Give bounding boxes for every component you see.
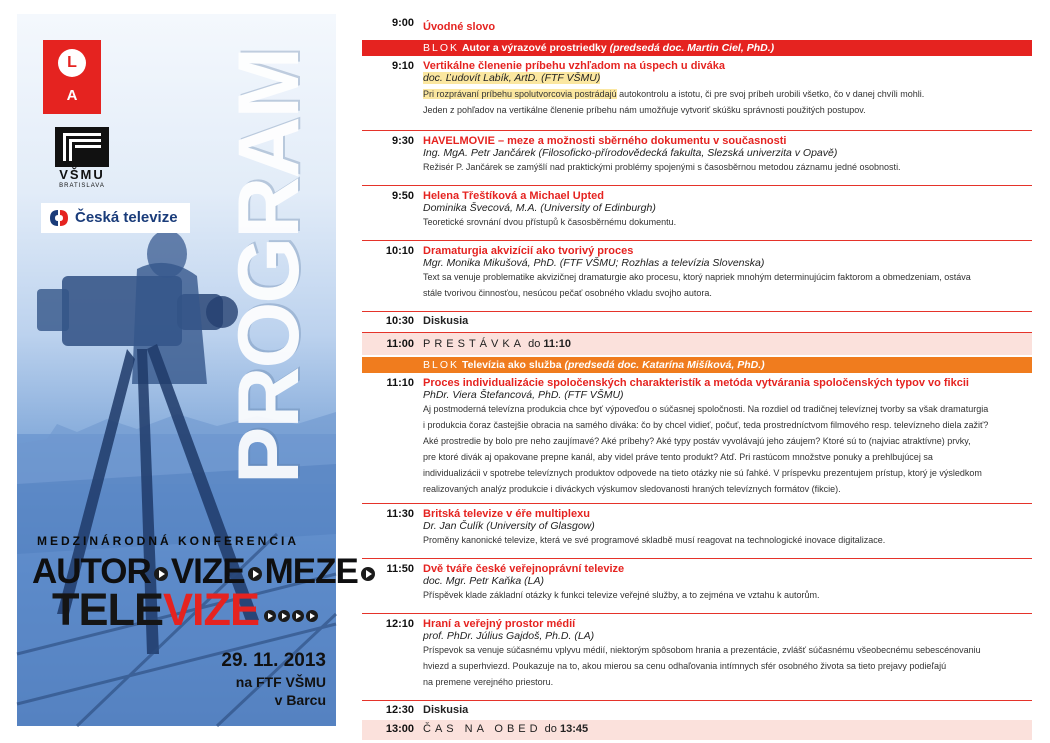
talk-description: realizovaných analýz produkcie i diváckych výskumov sledovanosti hraných televíznych formátov (fikcie). bbox=[423, 484, 841, 494]
schedule-time: 11:30 bbox=[386, 508, 414, 520]
schedule-time: 11:50 bbox=[386, 563, 414, 575]
schedule-time: 9:50 bbox=[391, 190, 414, 202]
schedule-time: 11:00 bbox=[386, 338, 414, 350]
blok-label: BLOK bbox=[423, 42, 460, 54]
lunch-row bbox=[362, 720, 1032, 740]
blok-chair: (predsedá doc. Martin Ciel, PhD.) bbox=[609, 42, 775, 54]
conference-title-line2 bbox=[52, 584, 319, 639]
session-title: Úvodné slovo bbox=[423, 21, 496, 33]
talk-description: hviezd a superhviezd. Poukazuje na to, akou mierou sa cenu odhaľovania intímnych sfér osobného života sa tieto prejavy podieľajú bbox=[423, 661, 947, 671]
break-label: PRESTÁVKA bbox=[423, 338, 526, 350]
title-word-meze: MEZE bbox=[264, 552, 358, 591]
la-logo-letter-a: A bbox=[66, 87, 78, 104]
blok-chair: (predsedá doc. Katarína Mišíková, PhD.) bbox=[564, 359, 765, 371]
talk-speaker: doc. Mgr. Petr Kaňka (LA) bbox=[423, 575, 544, 587]
poster-panel bbox=[17, 14, 358, 726]
conference-date: 29. 11. 2013 bbox=[221, 650, 326, 671]
talk-description: Proměny kanonické televize, která ve své programové skladbě musí reagovat na technologické inovace digitalizace. bbox=[423, 535, 886, 545]
talk-speaker: Ing. MgA. Petr Jančárek (Filosoficko-přírodovědecká fakulta, Slezská univerzita v Opavě) bbox=[423, 147, 838, 159]
talk-description-highlight: Pri rozprávaní príbehu spolutvorcovia postrádajú bbox=[423, 89, 617, 99]
program-schedule bbox=[362, 14, 1032, 740]
blok-title: Televízia ako služba bbox=[461, 359, 562, 371]
lunch-label: ČAS NA OBED bbox=[423, 723, 542, 735]
talk-title: Vertikálne členenie príbehu vzhľadom na úspech u diváka bbox=[423, 60, 725, 72]
la-logo-letter-l: L bbox=[58, 49, 86, 77]
talk-speaker: Dominika Švecová, M.A. (University of Edinburgh) bbox=[423, 202, 656, 214]
talk-speaker: PhDr. Viera Štefancová, PhD. (FTF VŠMU) bbox=[423, 389, 624, 401]
blok2-header bbox=[362, 357, 1032, 373]
talk-title: Proces individualizácie spoločenských charakteristík a metóda vytvárania spoločenských typov vo fikcii bbox=[423, 377, 969, 389]
talk-row bbox=[362, 504, 1032, 559]
title-word-autor: AUTOR bbox=[32, 552, 151, 591]
talk-title: Dvě tváře české veřejnoprávní televize bbox=[423, 563, 625, 575]
talk-description: Režisér P. Jančárek se zamýšlí nad praktickými problémy spojenými s časosběrnou metodou záznamu jedné osobnosti. bbox=[423, 162, 901, 172]
schedule-time: 9:30 bbox=[391, 135, 414, 147]
talk-row bbox=[362, 56, 1032, 131]
vsmu-logo-subtitle: BRATISLAVA bbox=[59, 183, 105, 189]
vsmu-logo-mark bbox=[55, 127, 109, 167]
title-word-vize-red: VIZE bbox=[163, 584, 260, 635]
talk-row bbox=[362, 373, 1032, 504]
blok-label: BLOK bbox=[423, 359, 460, 371]
schedule-time: 10:30 bbox=[385, 315, 414, 327]
talk-description: Jeden z pohľadov na vertikálne členenie príbehu nám umožňuje vytvoriť skúšku správnosti použitých postupov. bbox=[423, 105, 866, 115]
talk-row bbox=[362, 614, 1032, 701]
talk-description: autokontrolu a istotu, či pre svoj príbeh urobili všetko, čo v danej chvíli mohli. bbox=[616, 89, 925, 99]
talk-description: Příspěvek klade základní otázky k funkci televize veřejné služby, a to zejména ve vztahu k autorům. bbox=[423, 590, 820, 600]
talk-speaker: Mgr. Monika Mikušová, PhD. (FTF VŠMU; Rozhlas a televízia Slovenska) bbox=[423, 257, 765, 269]
talk-description: Aké prostredie by bolo pre neho zaujímavé? Aké príbehy? Aké typy postáv vyvolávajú jeho záujem? Ktoré sú to (najviac atraktívne) prvky, bbox=[423, 436, 971, 446]
talk-description: Príspevok sa venuje súčasnému vplyvu médií, niektorým spôsobom hrania a prezentácie, zvlášť súčasnému všeobecnému sebescénovaniu bbox=[423, 645, 981, 655]
talk-title: Helena Třeštíková a Michael Upted bbox=[423, 190, 604, 202]
lunch-until-word: do bbox=[544, 723, 557, 735]
discussion-row bbox=[362, 312, 1032, 333]
talk-title: Britská televize v éře multiplexu bbox=[423, 508, 590, 520]
schedule-time: 11:10 bbox=[386, 377, 414, 389]
play-dots-icon bbox=[263, 587, 319, 639]
break-until-word: do bbox=[528, 338, 541, 350]
conference-city: v Barcu bbox=[274, 692, 326, 708]
talk-description: Teoretické srovnání dvou přístupů k časosběrnému dokumentu. bbox=[423, 217, 677, 227]
talk-description: i produkcia čoraz častejšie obracia na samého diváka: čo by chcel vidieť, počuť, teda prostredníctvom filmového resp. televízneho diela zažiť? bbox=[423, 420, 989, 430]
schedule-time: 9:10 bbox=[391, 60, 414, 72]
title-word-tele: TELE bbox=[52, 584, 164, 635]
program-vertical-title: PROGRAM bbox=[221, 48, 317, 484]
talk-speaker: Dr. Jan Čulík (University of Glasgow) bbox=[423, 520, 595, 532]
play-icon bbox=[154, 567, 168, 581]
schedule-time: 13:00 bbox=[385, 723, 414, 735]
talk-description: Text sa venuje problematike akvizičnej dramaturgie ako procesu, ktorý napriek mnohým determinujúcim faktorom a obmedzeniam, ostáva bbox=[423, 272, 971, 282]
talk-row bbox=[362, 241, 1032, 312]
talk-description: na premene verejného priestoru. bbox=[423, 677, 554, 687]
conference-venue: na FTF VŠMU bbox=[235, 674, 326, 690]
schedule-row-opening bbox=[362, 14, 1032, 40]
blok1-header bbox=[362, 40, 1032, 56]
talk-description: stále tvorivou činnosťou, nesúcou pečať osobného vkladu svojho autora. bbox=[423, 288, 712, 298]
talk-description: pre ktoré divák aj opakovane prepne kanál, aby videl práve tento produkt? Atď. Pri rastúcom množstve ponuky a prehlbujúcej sa bbox=[423, 452, 933, 462]
lunch-until-time: 13:45 bbox=[559, 723, 589, 735]
talk-title: HAVELMOVIE – meze a možnosti sběrného dokumentu v současnosti bbox=[423, 135, 787, 147]
la-logo bbox=[43, 40, 101, 114]
talk-description: individualizácii v spotrebe televíznych produktov odpovede na tieto otázky nie sú ľahké. V príspevku prezentujem prístup, ktorý je výsledkom bbox=[423, 468, 982, 478]
talk-speaker: doc. Ľudovít Labík, ArtD. (FTF VŠMU) bbox=[423, 72, 601, 84]
title-word-vize: VIZE bbox=[170, 552, 245, 591]
talk-description: Aj postmoderná televízna produkcia chce byť výpoveďou o súčasnej spoločnosti. Na rozdiel od tradičnej televíznej tvorby sa však dramaturgia bbox=[423, 404, 989, 414]
talk-row bbox=[362, 131, 1032, 186]
break-until-time: 11:10 bbox=[543, 338, 571, 350]
discussion-row bbox=[362, 701, 1032, 720]
break-row bbox=[362, 333, 1032, 355]
schedule-time: 12:30 bbox=[385, 704, 414, 716]
play-icon bbox=[248, 567, 262, 581]
schedule-time: 10:10 bbox=[385, 245, 414, 257]
blok-title: Autor a výrazové prostriedky bbox=[461, 42, 607, 54]
ceska-televize-logo-text: Česká televize bbox=[75, 209, 178, 226]
talk-row bbox=[362, 186, 1032, 241]
talk-speaker: prof. PhDr. Július Gajdoš, Ph.D. (LA) bbox=[423, 630, 595, 642]
talk-title: Hraní a veřejný prostor médií bbox=[423, 618, 576, 630]
schedule-time: 9:00 bbox=[391, 17, 414, 29]
ceska-televize-logo bbox=[41, 203, 190, 233]
schedule-time: 12:10 bbox=[385, 618, 414, 630]
vsmu-logo bbox=[49, 117, 115, 197]
ceska-televize-mark-icon bbox=[49, 209, 69, 227]
talk-title: Dramaturgia akvizícií ako tvorivý proces bbox=[423, 245, 634, 257]
discussion-label: Diskusia bbox=[423, 704, 469, 716]
discussion-label: Diskusia bbox=[423, 315, 469, 327]
conference-label: MEDZINÁRODNÁ KONFERENCIA bbox=[37, 534, 299, 548]
talk-row bbox=[362, 559, 1032, 614]
vsmu-logo-name: VŠMU bbox=[59, 167, 105, 182]
